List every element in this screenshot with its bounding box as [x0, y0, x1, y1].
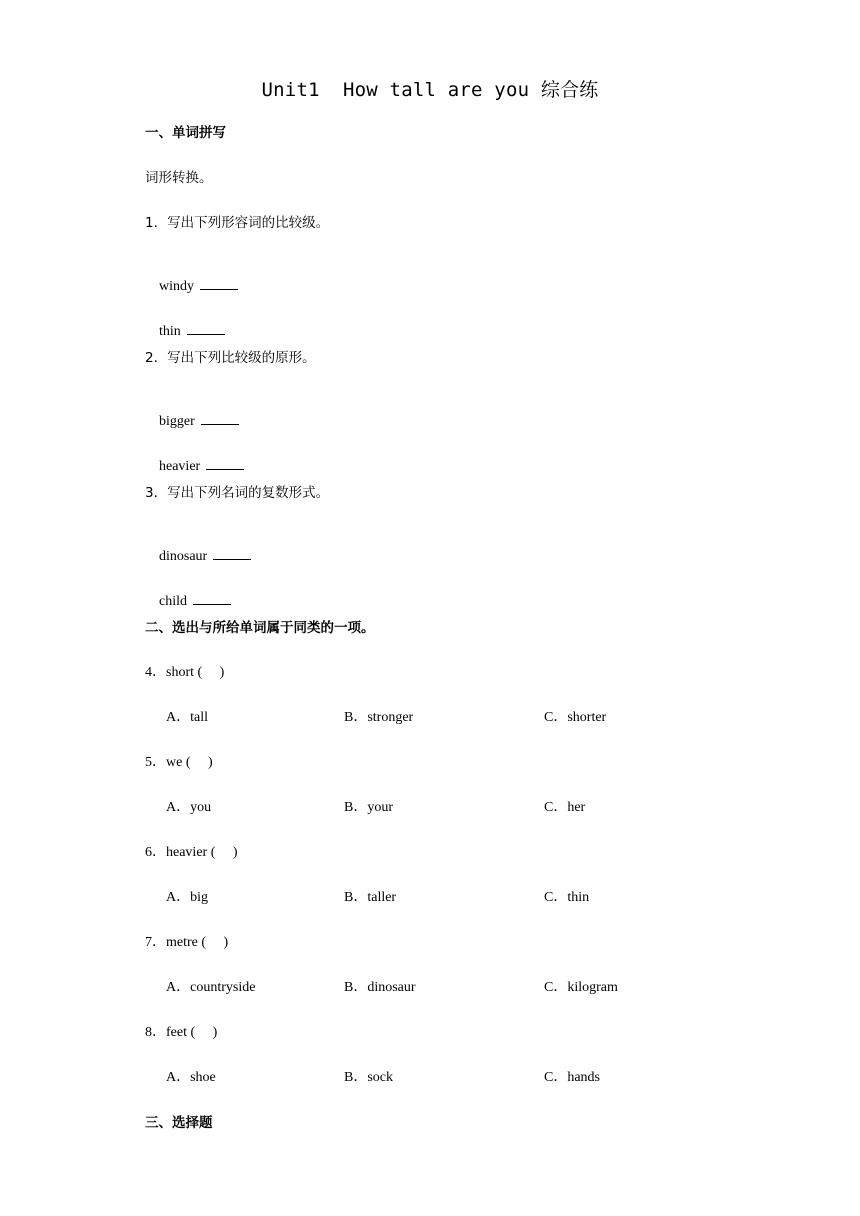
answer-blank[interactable] — [193, 592, 231, 605]
option-b[interactable]: B．stronger — [344, 710, 414, 725]
word-label: thin — [159, 324, 181, 339]
option-b[interactable]: B．sock — [344, 1070, 393, 1085]
answer-blank[interactable] — [206, 457, 244, 470]
question-stem: 7．metre ( ) — [145, 935, 229, 950]
option-c[interactable]: C．kilogram — [544, 980, 618, 995]
question-3: 3．写出下列名词的复数形式。 — [145, 485, 330, 501]
word-label: windy — [159, 279, 194, 294]
section-3-heading: 三、选择题 — [145, 1115, 213, 1131]
word-label: bigger — [159, 414, 195, 429]
section-1-heading: 一、单词拼写 — [145, 125, 226, 141]
option-a[interactable]: A．shoe — [166, 1070, 216, 1085]
option-b[interactable]: B．dinosaur — [344, 980, 416, 995]
answer-blank[interactable] — [213, 547, 251, 560]
question-2: 2．写出下列比较级的原形。 — [145, 350, 316, 366]
option-c[interactable]: C．hands — [544, 1070, 600, 1085]
option-a[interactable]: A．countryside — [166, 980, 256, 995]
answer-blank[interactable] — [187, 322, 225, 335]
question-1: 1．写出下列形容词的比较级。 — [145, 215, 330, 231]
section-1-intro: 词形转换。 — [145, 170, 213, 186]
option-a[interactable]: A．tall — [166, 710, 208, 725]
question-stem: 4．short ( ) — [145, 665, 225, 680]
word-label: heavier — [159, 459, 201, 474]
question-stem: 8．feet ( ) — [145, 1025, 218, 1040]
answer-blank[interactable] — [200, 277, 238, 290]
option-c[interactable]: C．thin — [544, 890, 590, 905]
answer-blank[interactable] — [201, 412, 239, 425]
word-label: dinosaur — [159, 549, 208, 564]
option-c[interactable]: C．shorter — [544, 710, 607, 725]
section-2-heading: 二、选出与所给单词属于同类的一项。 — [145, 620, 375, 636]
option-b[interactable]: B．your — [344, 800, 393, 815]
option-a[interactable]: A．big — [166, 890, 208, 905]
question-stem: 6．heavier ( ) — [145, 845, 238, 860]
option-c[interactable]: C．her — [544, 800, 586, 815]
word-label: child — [159, 594, 187, 609]
option-b[interactable]: B．taller — [344, 890, 397, 905]
question-stem: 5．we ( ) — [145, 755, 213, 770]
page-title: Unit1 How tall are you 综合练 — [261, 79, 599, 101]
option-a[interactable]: A．you — [166, 800, 212, 815]
